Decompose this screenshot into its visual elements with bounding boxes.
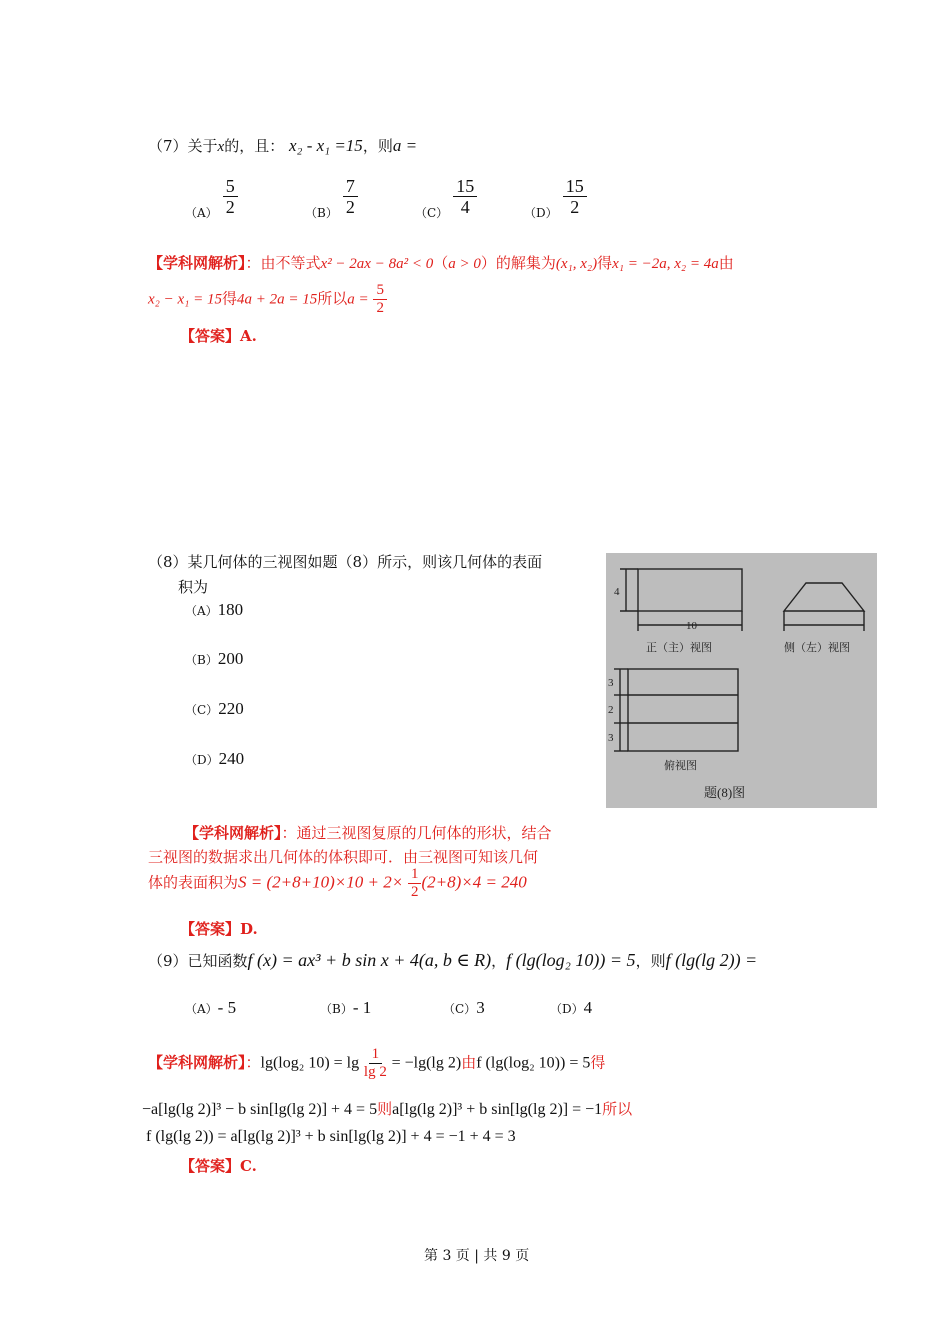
figure-caption: 题(8)图 xyxy=(704,785,746,800)
dim-label-2: 2 xyxy=(608,704,614,716)
q9-analysis-line3: f (lg(lg 2)) = a[lg(lg 2)]³ + b sin[lg(lg 2)] + 4 = −1 + 4 = 3 xyxy=(146,1128,516,1145)
q7-stem: （7）关于x的，且： x₂ - x₁ =15，则a = xyxy=(148,136,418,155)
q8-analysis-line3: 体的表面积为S = (2+8+10)×10 + 2× $\frac{1}{2}$ (2+8)×4 = 240 xyxy=(148,866,527,900)
q7-option-c: $_{(C)}$ $\frac{15}{4}$ xyxy=(415,176,477,221)
q7-option-a: $_{(A)}$ $\frac{5}{2}$ xyxy=(185,176,238,221)
var-x: x xyxy=(217,139,225,155)
dim-label-3b: 3 xyxy=(608,732,614,744)
page-footer: 第 3 页 | 共 9 页 xyxy=(424,1248,530,1264)
q8-option-b: （B）200 xyxy=(185,649,244,668)
analysis-tag: 【学科网解析】 xyxy=(184,824,282,842)
q8-option-a: （A）180 xyxy=(185,600,244,619)
q8-stem-line2: 积为 xyxy=(178,578,209,596)
three-view-drawing xyxy=(606,553,877,808)
analysis-tag: 【学科网解析】 xyxy=(148,1053,246,1072)
q8-option-d: （D）240 xyxy=(185,749,245,768)
dim-label-3a: 3 xyxy=(608,677,614,689)
q7-analysis-line1: 【学科网解析】：由不等式x² − 2ax − 8a² < 0（a > 0）的解集为(x₁, x₂)得x₁ = −2a, x₂ = 4a由 xyxy=(148,254,734,272)
q9-option-c: （C）3 xyxy=(443,998,485,1017)
q9-option-b: （B）- 1 xyxy=(320,998,372,1017)
analysis-tag: 【学科网解析】 xyxy=(148,254,246,272)
top-view-caption: 俯视图 xyxy=(664,760,697,772)
q8-stem-line1: （8）某几何体的三视图如题（8）所示，则该几何体的表面 xyxy=(148,553,543,571)
side-view-caption: 侧（左）视图 xyxy=(784,642,850,654)
q9-analysis-line2: −a[lg(lg 2)]³ − b sin[lg(lg 2)] + 4 = 5则a[lg(lg 2)]³ + b sin[lg(lg 2)] = −1所以 xyxy=(142,1100,633,1118)
front-view-caption: 正（主）视图 xyxy=(646,642,712,654)
q8-analysis-line2: 三视图的数据求出几何体的体积即可．由三视图可知该几何 xyxy=(148,848,539,866)
q9-option-a: （A）- 5 xyxy=(185,998,237,1017)
q7-option-d: $_{(D)}$ $\frac{15}{2}$ xyxy=(524,176,587,221)
three-view-figure xyxy=(606,553,877,808)
q9-analysis-line1: 【学科网解析】：lg(log₂ 10) = lg $\frac{1}{\lg 2}$ = −lg(lg 2)由f (lg(log₂ 10)) = 5得 xyxy=(148,1046,606,1080)
dim-label-4: 4 xyxy=(614,586,620,598)
q8-option-c: （C）220 xyxy=(185,699,244,718)
dim-label-10: 10 xyxy=(686,620,697,632)
q8-answer: 【答案】D. xyxy=(180,920,258,938)
q7-option-b: $_{(B)}$ $\frac{7}{2}$ xyxy=(305,176,358,221)
q9-function: f (x) = ax³ + b sin x + 4(a, b ∈ R) xyxy=(247,950,492,970)
q7-condition: x₂ - x₁ =15 xyxy=(289,136,363,155)
q9-stem: （9）已知函数f (x) = ax³ + b sin x + 4(a, b ∈ R)，f (lg(log₂ 10)) = 5，则f (lg(lg 2)) = xyxy=(148,950,758,970)
q7-analysis-line2: x₂ − x₁ = 15得4a + 2a = 15所以a = $\frac{5}{2}$ xyxy=(148,282,387,317)
q9-option-d: （D）4 xyxy=(550,998,593,1017)
q9-answer: 【答案】C. xyxy=(180,1157,257,1175)
q7-answer: 【答案】A. xyxy=(180,327,257,345)
q8-analysis-line1: 【学科网解析】：通过三视图复原的几何体的形状，结合 xyxy=(184,824,552,842)
